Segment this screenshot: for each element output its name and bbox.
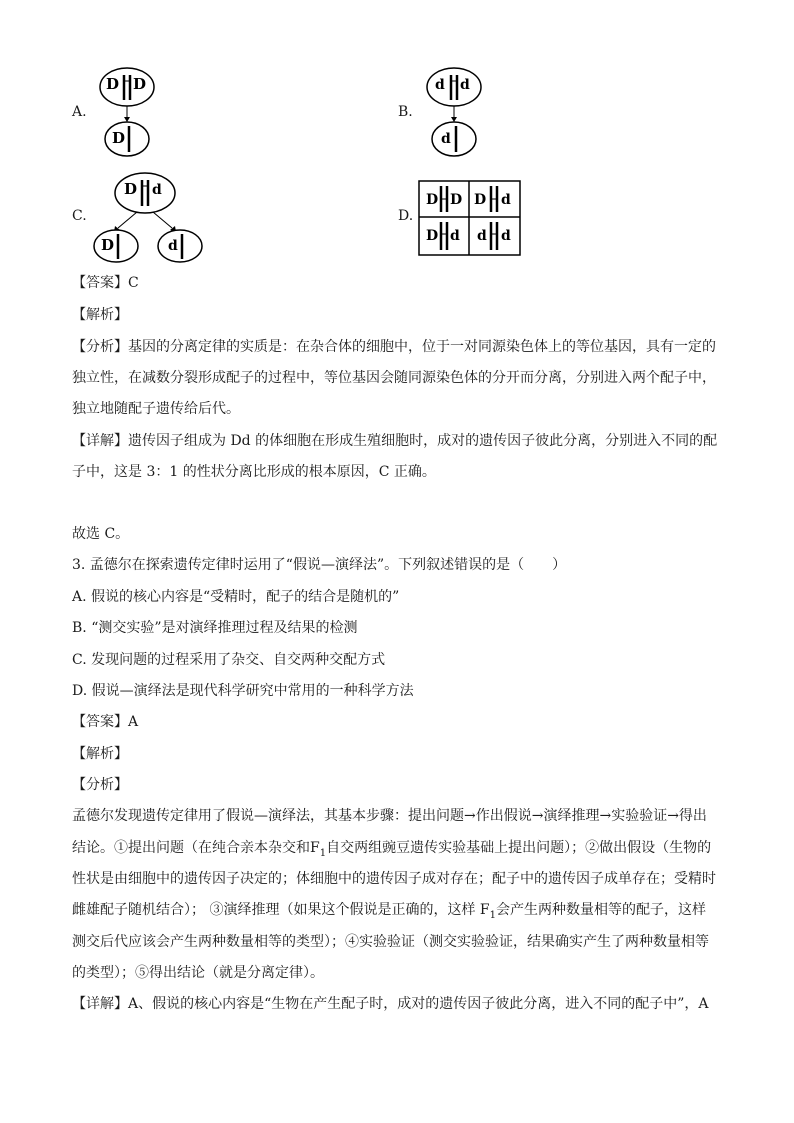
option-b-cell-diagram (417, 66, 497, 162)
grid-cell1-allele2: D (450, 192, 463, 208)
q3-detail-text1: A、假说的核心内容是“生物在产生配子时，成对的遗传因子彼此分离，进入不同的配子中”，A (128, 996, 709, 1012)
option-b-parent-allele-1: d (435, 77, 445, 93)
option-d-punnett-grid (418, 180, 522, 258)
q2-fenxi-line1 (72, 337, 716, 357)
q3-fenxi-p4 (72, 900, 706, 926)
option-b-child-allele: d (441, 131, 451, 147)
q3-fenxi-p6: 的类型）；⑤得出结论（就是分离定律）。 (72, 965, 324, 981)
q3-answer-line (72, 712, 138, 732)
q3-p2-subscript: 1 (319, 847, 327, 859)
option-d-label: D. (398, 208, 414, 224)
option-c-parent-allele-2: d (152, 182, 162, 198)
q3-fenxi-p1: 孟德尔发现遗传定律用了假说—演绎法，其基本步骤：提出问题→作出假说→演绎推理→实验验证→得出 (72, 808, 707, 824)
option-a-parent-allele-1: D (106, 75, 120, 93)
q3-fenxi-p3: 性状是由细胞中的遗传因子决定的；体细胞中的遗传因子成对存在；配子中的遗传因子成单存在；受精时 (72, 871, 716, 887)
q3-answer: A (128, 714, 139, 730)
q3-p4-subscript: 1 (489, 909, 496, 921)
q3-fenxi-tag: 【分析】 (72, 777, 128, 793)
q2-analysis-tag: 【解析】 (72, 307, 128, 323)
q3-option-b: B. “测交实验”是对演绎推理过程及结果的检测 (72, 620, 358, 636)
grid-cell3-allele2: d (450, 228, 460, 244)
option-c-parent-allele-1: D (124, 180, 138, 198)
q2-conclusion: 故选 C。 (72, 526, 130, 542)
option-a-cell-diagram (90, 66, 170, 162)
q2-detail-line1 (72, 431, 717, 451)
grid-cell4-allele1: d (477, 228, 487, 244)
q2-fenxi-line3: 独立地随配子遗传给后代。 (72, 401, 240, 417)
q3-option-c: C. 发现问题的过程采用了杂交、自交两种交配方式 (72, 652, 386, 668)
q3-p4-part2: 会产生两种数量相等的配子，这样 (496, 902, 706, 918)
q3-option-a: A. 假说的核心内容是“受精时，配子的结合是随机的” (72, 589, 400, 605)
q3-p2-part1: 结论。①提出问题（在纯合亲本杂交和F (72, 840, 320, 856)
q2-detail-line2: 子中，这是 3：1 的性状分离比形成的根本原因，C 正确。 (72, 464, 436, 480)
grid-cell2-allele2: d (501, 192, 511, 208)
grid-cell1-allele1: D (426, 192, 439, 208)
q3-analysis-tag: 【解析】 (72, 746, 128, 762)
q3-fenxi-p2 (72, 838, 711, 864)
q2-detail-tag: 【详解】 (72, 433, 128, 449)
option-c-cell-diagram (90, 170, 210, 266)
q2-answer-line (72, 273, 139, 293)
option-a-label: A. (72, 104, 87, 120)
q2-fenxi-tag: 【分析】 (72, 339, 128, 355)
q3-answer-tag: 【答案】 (72, 714, 128, 730)
q3-option-d: D. 假说—演绎法是现代科学研究中常用的一种科学方法 (72, 683, 414, 699)
option-a-parent-allele-2: D (133, 75, 147, 93)
q2-fenxi-text1: 基因的分离定律的实质是：在杂合体的细胞中，位于一对同源染色体上的等位基因，具有一定的 (128, 339, 716, 355)
option-b-label: B. (398, 104, 413, 120)
q2-answer: C (128, 275, 139, 291)
option-c-label: C. (72, 208, 87, 224)
q3-p4-part1: 雌雄配子随机结合）； ③演绎推理（如果这个假说是正确的，这样 F (72, 902, 490, 918)
q2-answer-tag: 【答案】 (72, 275, 128, 291)
q2-detail-text1: 遗传因子组成为 Dd 的体细胞在形成生殖细胞时，成对的遗传因子彼此分离，分别进入不同的配 (128, 433, 718, 449)
q3-p2-part2: 自交两组豌豆遗传实验基础上提出问题）；②做出假设（生物的 (326, 840, 712, 856)
option-b-parent-allele-2: d (460, 77, 470, 93)
q3-detail-tag: 【详解】 (72, 996, 128, 1012)
grid-cell2-allele1: D (474, 192, 487, 208)
option-c-child2-allele: d (168, 238, 178, 254)
option-a-child-allele: D (112, 129, 126, 147)
q2-fenxi-line2: 独立性，在减数分裂形成配子的过程中，等位基因会随同源染色体的分开而分离，分别进入两个配子中， (72, 370, 716, 386)
grid-cell3-allele1: D (426, 228, 439, 244)
q3-fenxi-p5: 测交后代应该会产生两种数量相等的类型）；④实验验证（测交实验验证，结果确实产生了两种数量相等 (72, 934, 709, 950)
q3-stem: 3. 孟德尔在探索遗传定律时运用了“假说—演绎法”。下列叙述错误的是（ ） (72, 557, 567, 573)
option-c-child1-allele: D (101, 236, 115, 254)
grid-cell4-allele2: d (501, 228, 511, 244)
q3-detail-line1 (72, 994, 709, 1014)
